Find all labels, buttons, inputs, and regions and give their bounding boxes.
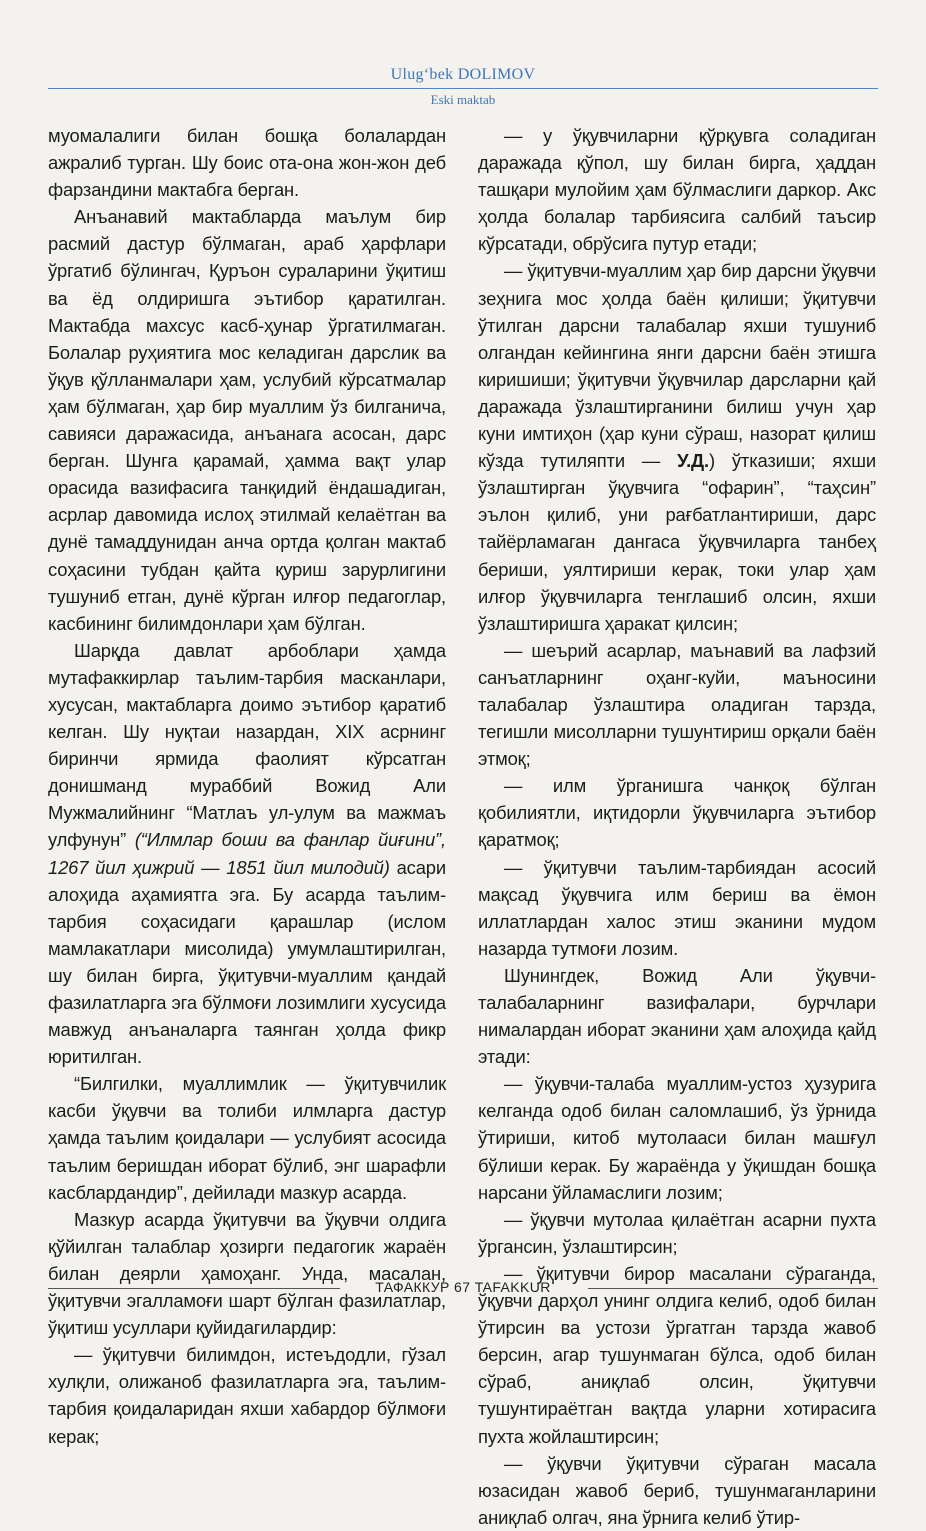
italic-citation: (“Илмлар боши ва фанлар йиғини”, 1267 йил ҳижрий — 1851 йил милодий) [48, 829, 446, 878]
paragraph [48, 637, 446, 1071]
header-divider [48, 88, 878, 89]
list-item: — ўқитувчи таълим-тарбиядан асосий мақсад ўқувчига илм бериш ва ёмон иллатлардан халос этиш эканини мудом назарда тутмоғи лозим. [478, 856, 876, 959]
list-item: — ўқувчи ўқитувчи сўраган масала юзасидан жавоб бериб, тушунмаганларини аниқлаб олгач, яна ўрнига келиб ўтир- [478, 1452, 876, 1528]
list-item: — илм ўрганишга чанқоқ бўлган қобилиятли, иқтидорли ўқувчиларга эътибор қаратмоқ; [478, 775, 876, 851]
list-item: — ўқувчи-талаба муаллим-устоз ҳузурига келганда одоб билан саломлашиб, ўз ўрнида ўтириши, китоб мутолааси билан машғул бўлиши керак. Бу жараёнда у ўқишдан бошқа нарсани ўйламаслиги лозим; [478, 1073, 876, 1203]
right-column [478, 122, 876, 1531]
page-footer [48, 1279, 878, 1299]
text-run: Шарқда давлат арбоблари ҳамда мутафаккирлар таълим-тарбия масканлари, хусусан, мактабларга доимо эътибор қаратиб келган. Шу нуқтаи назардан, XIX асрнинг биринчи ярмида фаолият кўрсатган донишманд мураббий Вожид Али Мужмалийнинг “Матлаъ ул-улум ва мажмаъ улфунун” [48, 639, 446, 851]
list-item: — шеърий асарлар, маънавий ва лафзий санъатларнинг оҳанг-куйи, маъносини талабалар ўзлаштира оладиган тарзда, тегишли мисолларни тушунтириш орқали баён этмоқ; [478, 639, 876, 770]
text-run: асари алоҳида аҳамиятга эга. Бу асарда таълим-тарбия соҳасидаги қарашлар (ислом мамлакатлари мисолида) умумлаштирилган, шу билан бирга, ўқитувчи-муаллим қандай фазилатларга эга бўлмоғи лозимлиги хусусида мавжуд анъаналарга таянган ҳолда фикр юритилган. [48, 856, 446, 1068]
text-run: ) ўтказиши; яхши ўзлаштирган ўқувчига “офарин”, “таҳсин” эълон қилиб, уни рағбатлантириши, дарс тайёрламаган дангаса ўқувчиларга танбеҳ бериши, уялтириши керак, токи улар ҳам илғор ўқувчиларга тенглашиб олсин, яхши ўзлаштиришга ҳаракат қилсин; [478, 450, 876, 634]
paragraph: Шунингдек, Вожид Али ўқувчи-талабаларнинг вазифалари, бурчлари нималардан иборат эканини ҳам алоҳида қайд этади: [478, 964, 876, 1068]
running-header [48, 66, 878, 110]
left-column [48, 122, 446, 1450]
paragraph: Мазкур асарда ўқитувчи ва ўқувчи олдига қўйилган талаблар ҳозирги педагогик жараён билан деярли ҳамоҳанг. Унда, масалан, ўқитувчи эгалламоғи шарт бўлган фазилатлар, ўқитиш усуллари қуйидагилардир: [48, 1208, 446, 1339]
author-initials: У.Д. [677, 450, 709, 472]
author-name: Ulug‘bek DOLIMOV [390, 66, 536, 83]
list-item: — у ўқувчиларни қўрқувга соладиган даражада қўпол, шу билан бирга, ҳаддан ташқари мулойим ҳам бўлмаслиги даркор. Акс ҳолда болалар тарбиясига салбий таъсир кўрсатади, обрўсига путур етади; [478, 125, 876, 255]
list-item [478, 257, 876, 636]
text-run: — ўқитувчи-муаллим ҳар бир дарсни ўқувчи зеҳнига мос ҳолда баён қилиши; ўқитувчи ўтилган дарсни талабалар яхши тушуниб олгандан кейингина янги дарсни баён этишга киришиши; ўқитувчи ўқувчилар дарсларни қай даражада ўзлаштирганини билиш учун ҳар куни имтиҳон (ҳар куни сўраш, назорат қилиш кўзда тутиляпти — [478, 260, 876, 472]
paragraph: Анъанавий мактабларда маълум бир расмий дастур бўлмаган, араб ҳарфлари ўргатиб бўлингач, Қуръон сураларини ўқитиш ва ёд олдиришга эътибор қаратилган. Мактабда махсус касб-ҳунар ўргатилмаган. Болалар руҳиятига мос келадиган дарслик ва ўқув қўлланмалари ҳам, услубий кўрсатмалар ҳам бўлмаган, ҳар бир муаллим ўз билганича, савияси даражасида, анъанага асосан, дарс берган. Шунга қарамай, ҳамма вақт улар орасида вазифасига танқидий ёндашадиган, асрлар давомида ислоҳ этилмай келаётган ва дунё тамаддунидан анча ортда қолган мактаб соҳасини тубдан қайта қуриш зарурлигини тушуниб етган, дунё кўрган илғор педагоглар, касбининг билимдонлари ҳам бўлган. [48, 206, 446, 634]
paragraph: муомалалиги билан бошқа болалардан ажралиб турган. Шу боис ота-она жон-жон деб фарзандини мактабга берган. [48, 125, 446, 201]
list-item: — ўқитувчи бирор масалани сўраганда, ўқувчи дарҳол унинг олдига келиб, одоб билан ўтирсин ва устози ўргатган тарзда жавоб берсин, агар тушунмаган бўлса, одоб билан сўраб, аниқлаб олсин, ўқитувчи тушунтираётган вақтда уларни хотирасига пухта жойлаштирсин; [478, 1262, 876, 1447]
footer-page-label: ТАФАККУР 67 TAFAKKUR [375, 1279, 551, 1295]
list-item: — ўқитувчи билимдон, истеъдодли, гўзал хулқли, олижаноб фазилатларга эга, таълим-тарбия қоидаларидан яхши хабардор бўлмоғи керак; [48, 1344, 446, 1447]
article-title: Eski maktab [430, 92, 496, 107]
footer-divider-right [588, 1288, 878, 1289]
quote-paragraph: “Билгилки, муаллимлик — ўқитувчилик касби ўқувчи ва толиби илмларга дастур ҳамда таълим қоидалари — услубият асосида таълим беришдан иборат бўлиб, энг шарафли касблардандир”, дейилади мазкур асарда. [48, 1073, 446, 1203]
list-item: — ўқувчи мутолаа қилаётган асарни пухта ўргансин, ўзлаштирсин; [478, 1208, 876, 1257]
